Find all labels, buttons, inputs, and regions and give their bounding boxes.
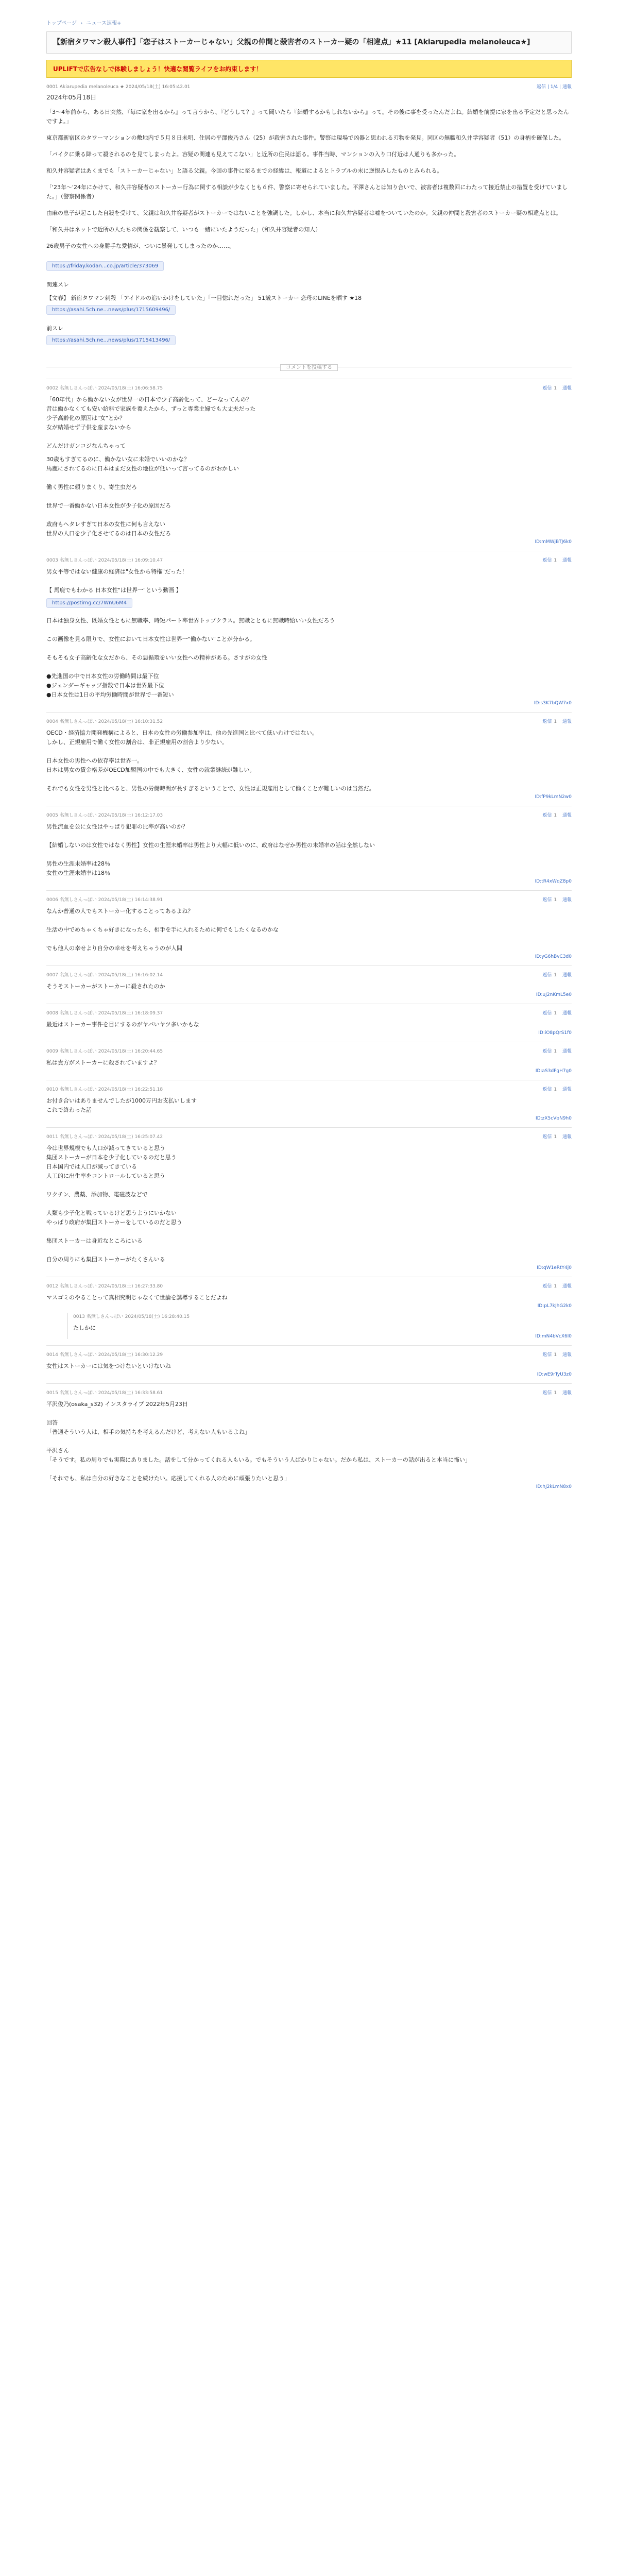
page (46, 0, 572, 1496)
comment-id[interactable]: ID:qW1eRtY4j0 (537, 1265, 572, 1270)
reply-count: 1 (554, 1284, 557, 1289)
comment-actions (538, 718, 572, 724)
comment (46, 806, 572, 890)
comment-actions (538, 896, 572, 903)
comment-text: 今は世界規模でも人口が減ってきていると思う 集団ストーカーが日本を少子化しているのだと思う 日本国内では人口が減ってきている 人工的に出生率をコントロールしていると思う ワクチン、農薬、添加物、電磁波などで 人類も少子化と戦っているけど思うようにいかない やっぱり政府が集団ストーカーをしているのだと思う 集団ストーカーは身近なところにいる 自分の周りにも集団ストーカーがたくさんいる (46, 1145, 182, 1263)
reply-text: たしかに (73, 1325, 96, 1331)
thread-title: 【新宿タワマン殺人事件】「恋子はストーカーじゃない」父親の仲間と殺害者のストーカー疑の「相違点」★11 [Akiarupedia melanoleuca★] (53, 38, 530, 46)
comment-id[interactable]: ID:iO8pQrS1f0 (538, 1030, 572, 1036)
comment-meta-info: 0010 名無しさんっぽい 2024/05/18(土) 16:22:51.18 (46, 1087, 163, 1092)
report-button[interactable]: 通報 (562, 1011, 572, 1016)
comment-text: そうそストーカーがストーカーに殺されたのか (46, 983, 165, 990)
op-meta-actions[interactable]: 返信 | 1/4 | 通報 (537, 84, 572, 90)
comment-meta-info: 0008 名無しさんっぽい 2024/05/18(土) 16:18:09.37 (46, 1011, 163, 1016)
comment-meta (46, 718, 572, 724)
op-meta-info: 0001 Akiarupedia melanoleuca ★ 2024/05/18(土) 16:05:42.01 (46, 84, 191, 90)
report-button[interactable]: 通報 (562, 386, 572, 391)
article-header (46, 31, 572, 54)
reply-count: 1 (554, 813, 557, 818)
comment-meta-info: 0011 名無しさんっぽい 2024/05/18(土) 16:25:07.42 (46, 1134, 163, 1140)
comment-actions (538, 971, 572, 978)
comment-meta-info: 0009 名無しさんっぽい 2024/05/18(土) 16:20:44.65 (46, 1049, 163, 1054)
report-button[interactable]: 通報 (562, 1352, 572, 1358)
promo-banner[interactable]: UPLIFTで広告なしで体験しましょう！快適な閲覧ライフをお約束します！ (46, 60, 572, 78)
article-paragraph: 「3～4年前から、ある日突然、『毎に家を出るから』って言うから、『どうして？』って聞いたら『結婚するかもしれないから』って。その後に事を受ったんだよね。結婚を前提に家を出る予定だと思ったんですよ。」 (46, 109, 569, 125)
reply-count: 1 (554, 897, 557, 903)
reply-button[interactable]: 返信 (542, 1284, 552, 1289)
comment-text: 平沢俊乃(osaka_s32) インスタライブ 2022年5月23日 回答 「普通そういう人は、相手の気持ちを考えるんだけど、考えない人もいるよね」 平沢さん 「そうです。私の周りでも実際にありました。話をして分かってくれる人もいる。でもそういう人ばかりじゃない。だから私は、ストーカーの話が出ると本当に怖い」 「それでも、私は自分の好きなことを続けたい。応援してくれる人のために頑張りたいと思う」 (46, 1401, 471, 1482)
breadcrumb (46, 19, 572, 26)
comment-meta-info: 0002 名無しさんっぽい 2024/05/18(土) 16:06:58.75 (46, 386, 163, 391)
comment-actions (538, 1351, 572, 1358)
reply-count: 1 (554, 1087, 557, 1092)
breadcrumb-home[interactable]: トップページ (46, 21, 77, 26)
comment-id[interactable]: ID:s3K7bQW7x0 (534, 701, 572, 706)
comment-actions (538, 811, 572, 818)
comment-actions (538, 1086, 572, 1092)
related-thread-title: 【文春】 新宿タワマン刺殺 「アイドルの追いかけをしていた」「一目惚れだった」 51歳ストーカー 恋母のLINEを晒す ★18 (46, 295, 362, 301)
comment-meta (46, 1086, 572, 1092)
comment-meta (46, 811, 572, 818)
comment-actions (538, 1389, 572, 1396)
comment-text: 男性流血を公に女性はやっぱり犯罪の比率が高いのか？ 【結婚しないのは女性ではなく男性】女性の生涯未婚率は男性より大幅に低いのに、政府はなぜか男性の未婚率の話は全然しない 男性の生涯未婚率は28％ 女性の生涯未婚率は18％ (46, 823, 375, 876)
reply-id[interactable]: ID:mN4bVcX6l0 (535, 1334, 572, 1339)
reply-count: 1 (554, 1134, 557, 1140)
comment-actions (538, 1009, 572, 1016)
comment-meta (46, 1009, 572, 1016)
reply-count: 1 (554, 558, 557, 563)
comment-id[interactable]: ID:aS3dFgH7g0 (535, 1069, 572, 1074)
article-paragraph: 由麻の息子が起こした自殺を受けて、父親は和久井容疑者がストーカーではないことを強調した。しかし、本当に和久井容疑者は嘘をついていたのか。父親の仲間と殺害者のストーカー疑の相違点とは。 (46, 210, 562, 216)
comment-text: マスゴミのやることって真相究明じゃなくて世論を誘導することだよね (46, 1294, 228, 1301)
comment (46, 1383, 572, 1496)
article-paragraph: 「'23年～'24年にかけて、和久井容疑者のストーカー行為に関する相談が少なくとも６件、警察に寄せられていました。平澤さんとは知り合いで、被害者は複数回にわたって接近禁止の措置を受けていました。」（警察関係者） (46, 184, 568, 200)
comment-id[interactable]: ID:zX5cVbN9h0 (536, 1116, 572, 1121)
article-date: 2024年05月18日 (46, 94, 97, 101)
reply-button[interactable]: 返信 (542, 973, 552, 978)
reply-count: 1 (554, 1049, 557, 1054)
comment (46, 1345, 572, 1383)
article-paragraph: 26歳男子の女性への身勝手な愛情が、ついに暴発してしまったのか……。 (46, 243, 235, 249)
prev-thread-link[interactable]: https://asahi.5ch.ne...news/plus/1715413496/ (46, 335, 176, 345)
report-button[interactable]: 通報 (562, 1134, 572, 1140)
reply-count: 1 (554, 1011, 557, 1016)
post-comment-button[interactable]: コメントを投稿する (280, 364, 338, 371)
comment-link[interactable]: https://postimg.cc/7WnU6M4 (46, 598, 132, 608)
report-button[interactable]: 通報 (562, 973, 572, 978)
comment-text: 男女平等ではない健康の経済は"女性から特権"だった！ 【 馬鹿でもわかる 日本女性"は世界一"という動画 】 (46, 568, 188, 594)
reply-button[interactable]: 返信 (542, 813, 552, 818)
report-button[interactable]: 通報 (562, 1087, 572, 1092)
comment-text: 女性はストーカーには気をつけないといけないね (46, 1363, 171, 1369)
comment-id[interactable]: ID:yG6hBvC3d0 (535, 954, 572, 959)
comment-id[interactable]: ID:fP9kLmN2w0 (535, 794, 572, 800)
article-paragraph: 和久井容疑者はあくまでも「ストーカーじゃない」と語る父親。今回の事件に至るまでの経緯は、報道によるとトラブルの末に逆恨みしたものとみられる。 (46, 167, 443, 174)
reply-button[interactable]: 返信 (542, 1087, 552, 1092)
reply-button[interactable]: 返信 (542, 386, 552, 391)
comment-meta (46, 1282, 572, 1289)
reply-button[interactable]: 返信 (542, 1391, 552, 1396)
comment-meta (46, 1351, 572, 1358)
report-button[interactable]: 通報 (562, 719, 572, 724)
report-button[interactable]: 通報 (562, 1284, 572, 1289)
breadcrumb-separator: › (80, 21, 83, 26)
comment-meta-info: 0004 名無しさんっぽい 2024/05/18(土) 16:10:31.52 (46, 719, 163, 724)
comment-meta-info: 0003 名無しさんっぽい 2024/05/18(土) 16:09:10.47 (46, 558, 163, 563)
related-label: 関連スレ (46, 281, 69, 288)
comment-meta (46, 1389, 572, 1396)
reply-button[interactable]: 返信 (542, 1049, 552, 1054)
comment (46, 965, 572, 1004)
reply-count: 1 (554, 386, 557, 391)
comment-id[interactable]: ID:tR4xWqZ8p0 (535, 879, 572, 884)
comment (46, 379, 572, 551)
comment-meta (46, 1133, 572, 1140)
related-link[interactable]: https://asahi.5ch.ne...news/plus/1715609496/ (46, 305, 176, 315)
report-button[interactable]: 通報 (562, 1049, 572, 1054)
comment (46, 712, 572, 806)
comment-text: 日本は独身女性、既婚女性ともに無職率、時短パート率世界トップクラス。無職とともに無職時給いい女性だろう この画像を見る限りで、女性において日本女性は世界一"働かない"ことが分かる。 そもそも女子高齢化な女だから、その悪循環をいい女性への精神がある。さすがの女性 ●先進国の中で日本女性の労働時間は最下位 ●ジェンダーギャップ指数で日本は世界最下位 ●日本女性は1日の平均労働時間が世界で一番短い (46, 617, 335, 698)
comment-meta-info: 0005 名無しさんっぽい 2024/05/18(土) 16:12:17.03 (46, 813, 163, 818)
comment-actions (538, 1133, 572, 1140)
comment-meta-info: 0006 名無しさんっぽい 2024/05/18(土) 16:14:38.91 (46, 897, 163, 903)
reply-button[interactable]: 返信 (542, 897, 552, 903)
article-paragraph: 「パイクに乗る降って殺されるのを見てしまったよ。容疑の関連も見えてこない」と近所の住民は語る。事件当時、マンションの入り口付近は人通りも多かった。 (46, 151, 460, 158)
comment-meta-info: 0007 名無しさんっぽい 2024/05/18(土) 16:16:02.14 (46, 973, 163, 978)
comment-meta-info: 0015 名無しさんっぽい 2024/05/18(土) 16:33:58.61 (46, 1391, 163, 1396)
reply-button[interactable]: 返信 (542, 1134, 552, 1140)
post-comment-divider (46, 363, 572, 370)
reply-count: 1 (554, 719, 557, 724)
comment (46, 551, 572, 712)
comment-id[interactable]: ID:hJ2kLmN8x0 (536, 1484, 572, 1489)
comment-meta (46, 1047, 572, 1054)
comment-meta (46, 384, 572, 391)
comment (46, 890, 572, 965)
op-meta (46, 83, 572, 90)
reply-button[interactable]: 返信 (542, 1352, 552, 1358)
reply-count: 1 (554, 973, 557, 978)
comment-meta (46, 971, 572, 978)
reply-button[interactable]: 返信 (542, 719, 552, 724)
comment-text: OECD・経済協力開発機構によると、日本の女性の労働参加率は、他の先進国と比べて低いわけではない。 しかし、正規雇用で働く女性の割合は、非正規雇用の割合より少ない。 日本女性の男性への依存率は世界一。 日本は男女の賃金格差がOECD加盟国の中でも大きく、女性の就業継続が難しい。 それでも女性を男性と比べると、男性の労働時間が長すぎるということで、女性は正規雇用として働くことが難しいのは当然だ。 (46, 730, 375, 792)
prev-thread-label: 前スレ (46, 325, 63, 332)
comment-text: 30歳もすぎてるのに、働かない女に未婚でいいのかな？ 馬鹿にされてるのに日本はまだ女性の地位が低いって言ってるのがおかしい 働く男性に頼りまくり、寄生虫だろ 世界で一番働かない日本女性が少子化の原因だろ 政府もヘタレすぎて日本の女性に何も言えない 世界の人口を少子化させてるのは日本の女性だろ (46, 456, 239, 537)
reply-button[interactable]: 返信 (542, 1011, 552, 1016)
article-paragraph: 東京都新宿区のタワーマンションの敷地内で５月８日未明、住居の平澤俊乃さん（25）が殺害された事件。警察は現場で凶器と思われる刃物を発見。同区の無職和久井学容疑者（51）の身柄を確保した。 (46, 134, 565, 141)
comment (46, 1042, 572, 1080)
article-body (46, 108, 572, 251)
reply-count: 1 (554, 1352, 557, 1358)
comment-meta (46, 896, 572, 903)
comment-actions (538, 384, 572, 391)
report-button[interactable]: 通報 (562, 558, 572, 563)
reply-button[interactable]: 返信 (542, 558, 552, 563)
report-button[interactable]: 通報 (562, 897, 572, 903)
comment-actions (538, 556, 572, 563)
comment-meta-info: 0012 名無しさんっぽい 2024/05/18(土) 16:27:33.80 (46, 1284, 163, 1289)
comment-meta (46, 556, 572, 563)
comment (46, 1004, 572, 1042)
source-link[interactable]: https://friday.kodan...co.jp/article/373069 (46, 261, 164, 271)
reply-meta: 0013 名無しさんっぽい 2024/05/18(土) 16:28:40.15 (73, 1314, 190, 1319)
comment-meta-info: 0014 名無しさんっぽい 2024/05/18(土) 16:30:12.29 (46, 1352, 163, 1358)
report-button[interactable]: 通報 (562, 813, 572, 818)
reply-count: 1 (554, 1391, 557, 1396)
comment-text: 「60年代」から働かない女が世界一の日本で少子高齢化って、どーなってんの？ 昔は働かなくても安い給料で家族を養えたから、ずっと専業主婦でも大丈夫だった 少子高齢化の原因は"女"とか？ 女が結婚せず子供を産まないから どんだけガンコジなんちゃって (46, 396, 256, 449)
comment-text: なんか普通の人でもストーカー化することってあるよね？ 生活の中でめちゃくちゃ好きになったら、相手を手に入れるために何でもしたくなるのかな でも他人の幸せより自分の幸せを考えちゃうのが人間 (46, 908, 279, 952)
comment-id[interactable]: ID:uJ2nKmL5e0 (536, 992, 572, 997)
comment (46, 1277, 572, 1345)
comment-id[interactable]: ID:pL7kJhG2k0 (537, 1303, 572, 1309)
comment-actions (538, 1047, 572, 1054)
article-paragraph: 「和久井はネットで近所の人たちの関係を観察して、いつも一緒にいたようだった」（和久井容疑者の知人） (46, 226, 321, 233)
comment-text: 最近はストーカー事件を目にするのがヤバいヤツ多いかもな (46, 1021, 199, 1028)
report-button[interactable]: 通報 (562, 1391, 572, 1396)
nested-reply (67, 1313, 572, 1339)
comment (46, 1127, 572, 1277)
comment-id[interactable]: ID:wE9rTyU3z0 (537, 1372, 572, 1377)
comment-text: 私は貴方がストーカーに殺されていますよ？ (46, 1059, 160, 1066)
comment-text: お付き合いはありませんでしたが1000万円お支払いします これで終わった話 (46, 1097, 197, 1113)
comment-id[interactable]: ID:mMWjBTJ6k0 (535, 539, 572, 545)
comment-actions (538, 1282, 572, 1289)
breadcrumb-board[interactable]: ニュース速報+ (86, 21, 122, 26)
comment (46, 1080, 572, 1127)
